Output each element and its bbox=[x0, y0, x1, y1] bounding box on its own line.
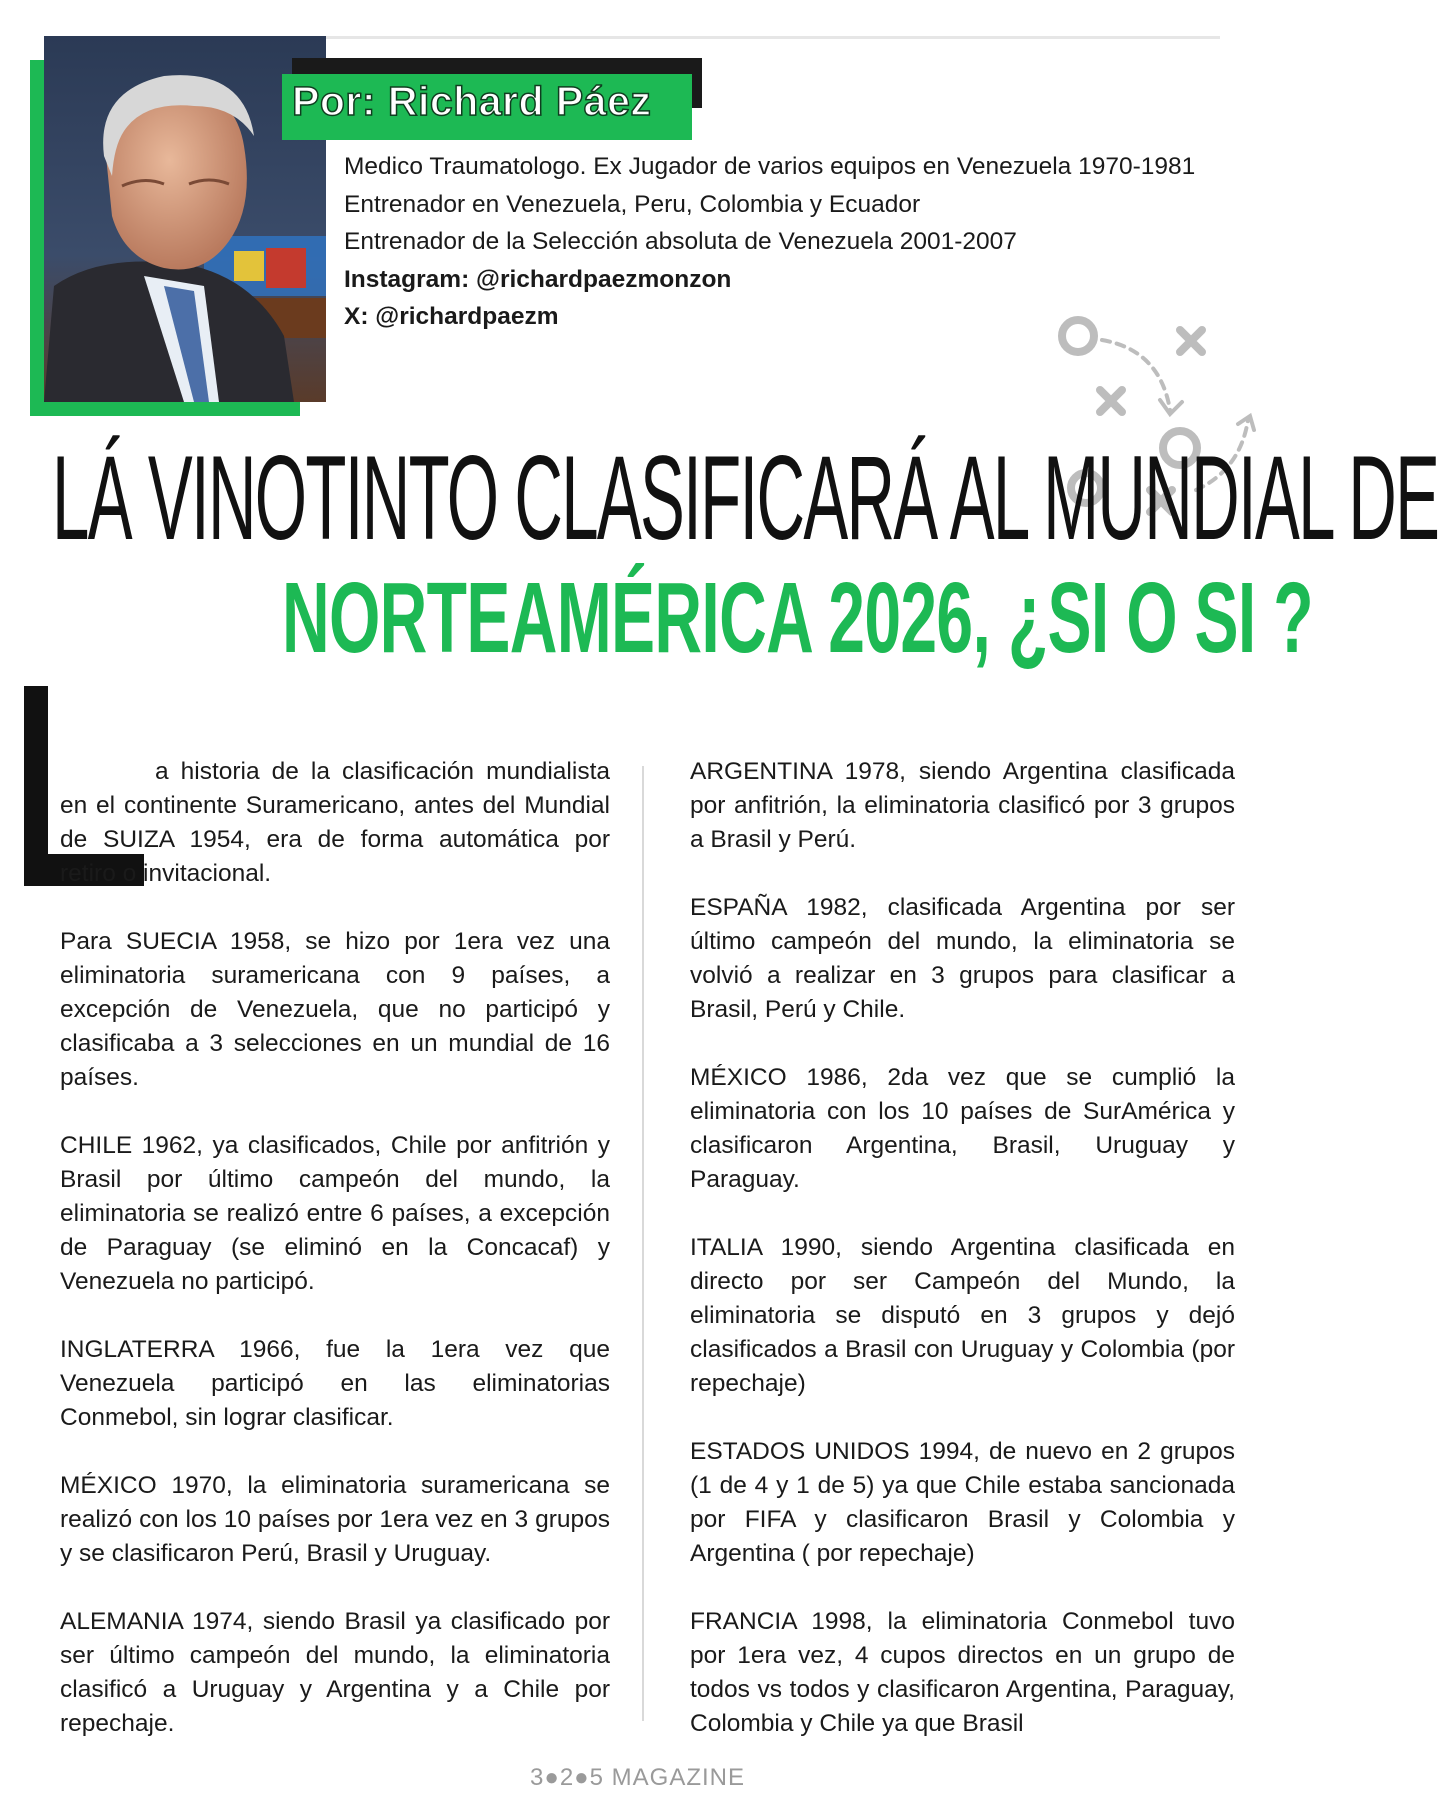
bio-line: Medico Traumatologo. Ex Jugador de varios equipos en Venezuela 1970-1981 bbox=[344, 153, 1196, 180]
byline: Por: Richard Páez bbox=[292, 78, 652, 124]
article-column-right bbox=[690, 755, 1235, 1741]
paragraph: ARGENTINA 1978, siendo Argentina clasificada por anfitrión, la eliminatoria clasificó por 3 grupos a Brasil y Perú. bbox=[690, 758, 1235, 853]
paragraph: ITALIA 1990, siendo Argentina clasificada en directo por ser Campeón del Mundo, la eliminatoria se disputó en 3 grupos y dejó clasificados a Brasil con Uruguay y Colombia (por repechaje) bbox=[690, 1234, 1235, 1397]
top-rule bbox=[290, 36, 1220, 39]
column-divider bbox=[642, 766, 644, 1721]
article-column-left bbox=[60, 755, 610, 1741]
paragraph: ALEMANIA 1974, siendo Brasil ya clasificado por ser último campeón del mundo, la eliminatoria clasificó a Uruguay y Argentina y a Chile por repechaje. bbox=[60, 1608, 610, 1737]
paragraph: ESTADOS UNIDOS 1994, de nuevo en 2 grupos (1 de 4 y 1 de 5) ya que Chile estaba sancionada por FIFA y clasificaron Brasil y Colombia y Argentina ( por repechaje) bbox=[690, 1438, 1235, 1567]
paragraph: Para SUECIA 1958, se hizo por 1era vez una eliminatoria suramericana con 9 países, a excepción de Venezuela, que no participó y clasificaba a 3 selecciones en un mundial de 16 países. bbox=[60, 928, 610, 1091]
paragraph: FRANCIA 1998, la eliminatoria Conmebol tuvo por 1era vez, 4 cupos directos en un grupo de todos vs todos y clasificaron Argentina, Paraguay, Colombia y Chile ya que Brasil bbox=[690, 1608, 1235, 1737]
paragraph: MÉXICO 1986, 2da vez que se cumplió la eliminatoria con los 10 países de SurAmérica y clasificaron Argentina, Brasil, Uruguay y Paraguay. bbox=[690, 1064, 1235, 1193]
bio-line: Entrenador en Venezuela, Peru, Colombia y Ecuador bbox=[344, 190, 921, 218]
x-handle: X: @richardpaezm bbox=[344, 303, 559, 330]
paragraph: CHILE 1962, ya clasificados, Chile por anfitrión y Brasil por último campeón del mundo, la eliminatoria se realizó entre 6 países, a excepción de Paraguay (se eliminó en la Concacaf) y Venezuela no participó. bbox=[60, 1132, 610, 1295]
paragraph: ESPAÑA 1982, clasificada Argentina por ser último campeón del mundo, la eliminatoria se volvió a realizar en 3 grupos para clasificar a Brasil, Perú y Chile. bbox=[690, 894, 1235, 1023]
paragraph: INGLATERRA 1966, fue la 1era vez que Venezuela participó en las eliminatorias Conmebol, sin lograr clasificar. bbox=[60, 1336, 610, 1431]
headline-line-1: LÁ VINOTINTO CLASIFICARÁ AL MUNDIAL DE bbox=[52, 431, 1438, 565]
magazine-footer: 3●2●5 MAGAZINE bbox=[529, 1764, 746, 1791]
paragraph: MÉXICO 1970, la eliminatoria suramericana se realizó con los 10 países por 1era vez en 3 grupos y se clasificaron Perú, Brasil y Uruguay. bbox=[60, 1472, 610, 1567]
headline-line-2: NORTEAMÉRICA 2026, ¿SI O SI ? bbox=[282, 562, 1313, 674]
instagram-handle: Instagram: @richardpaezmonzon bbox=[344, 265, 732, 293]
bio-line: Entrenador de la Selección absoluta de Venezuela 2001-2007 bbox=[344, 228, 1017, 255]
paragraph: a historia de la clasificación mundialista en el continente Suramericano, antes del Mundial de SUIZA 1954, era de forma automática por retiro o invitacional. bbox=[60, 758, 610, 887]
